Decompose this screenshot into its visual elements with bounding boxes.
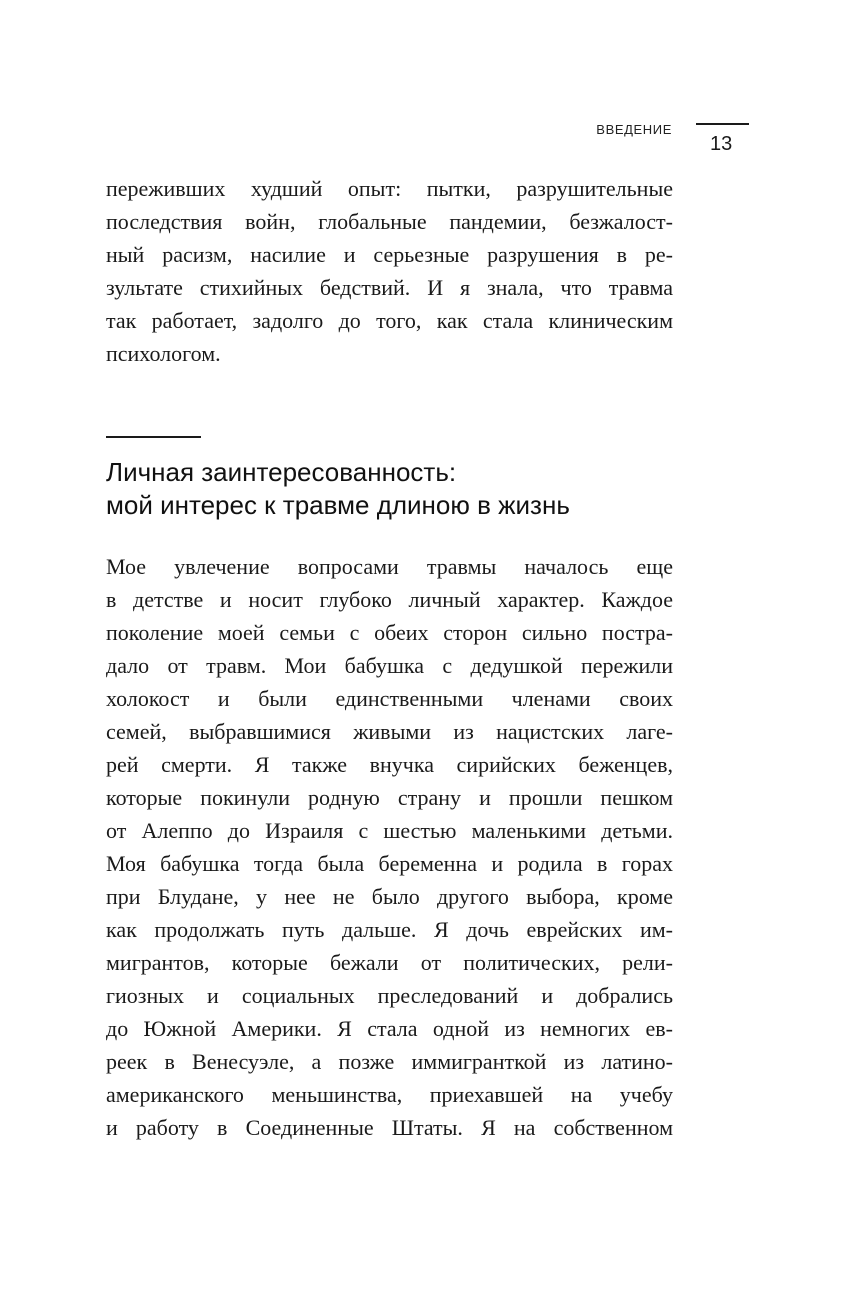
text-line: рей смерти. Я также внучка сирийских беженцев, — [106, 752, 673, 777]
text-line: реек в Венесуэле, а позже иммигранткой из латино- — [106, 1049, 673, 1074]
text-line: Моя бабушка тогда была беременна и родила в горах — [106, 851, 673, 876]
page-number: 13 — [710, 133, 733, 155]
text-line: дало от травм. Мои бабушка с дедушкой пережили — [106, 653, 673, 678]
text-line: в детстве и носит глубоко личный характер. Каждое — [106, 587, 673, 612]
text-line: и работу в Соединенные Штаты. Я на собственном — [106, 1115, 673, 1140]
paragraph-2 — [106, 550, 673, 1144]
text-line: ный расизм, насилие и серьезные разрушения в ре- — [106, 242, 673, 267]
text-line: переживших худший опыт: пытки, разрушительные — [106, 176, 673, 201]
page-number-rule — [696, 123, 749, 125]
text-line: так работает, задолго до того, как стала клиническим — [106, 308, 673, 333]
text-line: как продолжать путь дальше. Я дочь еврейских им- — [106, 917, 673, 942]
text-line: до Южной Америки. Я стала одной из немногих ев- — [106, 1016, 673, 1041]
text-line: поколение моей семьи с обеих сторон сильно постра- — [106, 620, 673, 645]
text-line: которые покинули родную страну и прошли пешком — [106, 785, 673, 810]
text-line: мигрантов, которые бежали от политических, рели- — [106, 950, 673, 975]
section-heading-line: Личная заинтересованность: — [106, 457, 457, 487]
text-line: при Блудане, у нее не было другого выбора, кроме — [106, 884, 673, 909]
text-line: холокост и были единственными членами своих — [106, 686, 673, 711]
text-line: Мое увлечение вопросами травмы началось еще — [106, 554, 673, 579]
section-divider — [106, 436, 201, 438]
text-line: гиозных и социальных преследований и добрались — [106, 983, 673, 1008]
text-line: семей, выбравшимися живыми из нацистских лаге- — [106, 719, 673, 744]
text-line: от Алеппо до Израиля с шестью маленькими детьми. — [106, 818, 673, 843]
text-line: зультате стихийных бедствий. И я знала, что травма — [106, 275, 673, 300]
section-heading — [106, 456, 706, 522]
text-line: психологом. — [106, 341, 221, 366]
paragraph-1 — [106, 172, 673, 370]
running-head: ВВЕДЕНИЕ — [596, 122, 672, 137]
text-line: последствия войн, глобальные пандемии, безжалост- — [106, 209, 673, 234]
text-line: американского меньшинства, приехавшей на учебу — [106, 1082, 673, 1107]
section-heading-line: мой интерес к травме длиною в жизнь — [106, 490, 570, 520]
